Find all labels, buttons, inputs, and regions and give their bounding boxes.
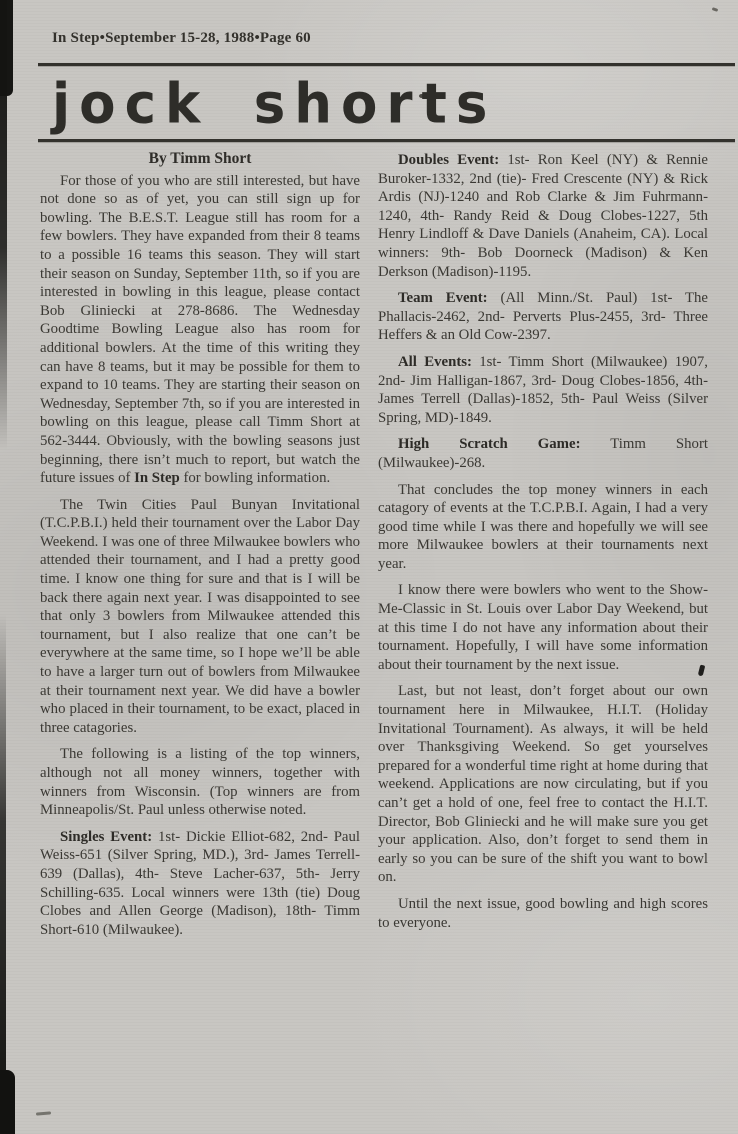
scan-artifact-left-corner-bottom [0, 1070, 15, 1134]
left-column [40, 150, 360, 947]
bold-lead-in: High Scratch Game: [398, 436, 581, 453]
article-paragraph: Team Event: (All Minn./St. Paul) 1st- The Phallacis-2462, 2nd- Perverts Plus-2455, 3rd- Three Heffers & an Old Cow-2397. [378, 290, 709, 344]
article-paragraph: Until the next issue, good bowling and high scores to everyone. [378, 895, 708, 931]
title-rule [38, 139, 735, 142]
article-paragraph: High Scratch Game: Timm Short (Milwaukee)-268. [378, 436, 708, 471]
article-body [40, 150, 708, 947]
column-title: jock shorts [52, 72, 497, 137]
scan-artifact-speck-top-right [712, 7, 719, 12]
masthead-dateline: In Step•September 15-28, 1988•Page 60 [52, 30, 311, 46]
bold-lead-in: Doubles Event: [398, 152, 500, 168]
left-column-paragraphs [40, 172, 360, 940]
article-paragraph: Singles Event: 1st- Dickie Elliot-682, 2nd- Paul Weiss-651 (Silver Spring, MD.), 3rd- James Terrell-639 (Dallas), 4th- Steve Lacher-637, 5th- Jerry Schilling-635. Local winners were 13th (tie) Doug Clobes and Allen George (Madison), 18th- Timm Short-610 (Milwaukee). [40, 828, 361, 938]
scan-artifact-left-edge-upper [0, 0, 7, 450]
scan-artifact-left-edge-lower [0, 614, 6, 1134]
bold-lead-in: In Step [134, 470, 180, 487]
byline: By Timm Short [148, 150, 252, 167]
bold-lead-in: Singles Event: [60, 828, 153, 845]
right-column [378, 150, 708, 947]
article-paragraph: Last, but not least, don’t forget about our own tournament here in Milwaukee, H.I.T. (Holiday Invitational Tournament). As always, it will be held over Thanksgiving Weekend. So get yourselves prepared for a wonderful time right at home during that weekend. Applications are now circulating, but if you can’t get a hold of one, feel free to contact the H.I.T. Director, Bob Gliniecki and he will make sure you get your application. Also, don’t forget to send them in early so you can be sure of the shift you want to bowl on. [378, 683, 708, 886]
article-paragraph: The Twin Cities Paul Bunyan Invitational (T.C.P.B.I.) held their tournament over the Labor Day Weekend. I was one of three Milwaukee bowlers who attended their tournament, and I had a pretty good time. I know one thing for sure and that is I will be back there again next year. I was disappointed to see that only 3 bowlers from Milwaukee attended this tournament, but I also realize that one can’t be everywhere at the same time, so I hope we’ll be able to have a larger turn out of bowlers from Milwaukee at their tournament next year. We did have a bowler who placed in their tournament, to be exact, placed in three catagories. [40, 496, 360, 736]
article-paragraph: The following is a listing of the top winners, although not all money winners, together with winners from Wisconsin. (Top winners are from Minneapolis/St. Paul unless otherwise noted. [40, 746, 360, 819]
article-paragraph: All Events: 1st- Timm Short (Milwaukee) 1907, 2nd- Jim Halligan-1867, 3rd- Doug Clobes-1856, 4th-James Terrell (Dallas)-1852, 5th- Paul Weiss (Silver Spring, MD)-1849. [378, 353, 708, 426]
masthead-rule [38, 63, 735, 66]
scan-artifact-dash-bottom-left [36, 1111, 51, 1115]
bold-lead-in: All Events: [398, 353, 472, 370]
article-paragraph: Doubles Event: 1st- Ron Keel (NY) & Rennie Buroker-1332, 2nd (tie)- Fred Crescente (NY) & Rick Ardis (NJ)-1240 and Rob Clarke & Jim Fuhrmann-1240, 4th- Randy Reid & Doug Clobes-1227, 5th Henry Lindloff & Dave Daniels (Anaheim, CA). Local winners: 9th- Bob Doorneck (Madison) & Ken Derkson (Madison)-1195. [378, 152, 708, 280]
article-paragraph: I know there were bowlers who went to the Show-Me-Classic in St. Louis over Labor Day Weekend, but at this time I do not have any information about their tournament. Hopefully, I will have some information about their tournament by the next issue. [378, 582, 708, 673]
article-paragraph: That concludes the top money winners in each catagory of events at the T.C.P.B.I. Again, I had a very good time while I was there and hopefully we will see more Milwaukee bowlers at their tournaments next year. [378, 481, 708, 572]
article-paragraph: For those of you who are still interested, but have not done so as of yet, you can still sign up for bowling. The B.E.S.T. League still has room for a few bowlers. They have expanded from their 8 teams to a possible 16 teams this season. They will start their season on Sunday, September 11th, so if you are interested in bowling in this league, please contact Bob Gliniecki at 278-8686. The Wednesday Goodtime Bowling League also has room for additional bowlers. At the time of this writing they can have 8 teams, but it may be possible for them to expand to 10 teams. They are starting their season on Wednesday, September 7th, so if you are interested in bowling on this league, please call Timm Short at 562-3444. Obviously, with the bowling seasons just beginning, there isn’t much to report, but watch the future issues of In Step for bowling information. [40, 172, 360, 487]
bold-lead-in: Team Event: [398, 290, 488, 307]
